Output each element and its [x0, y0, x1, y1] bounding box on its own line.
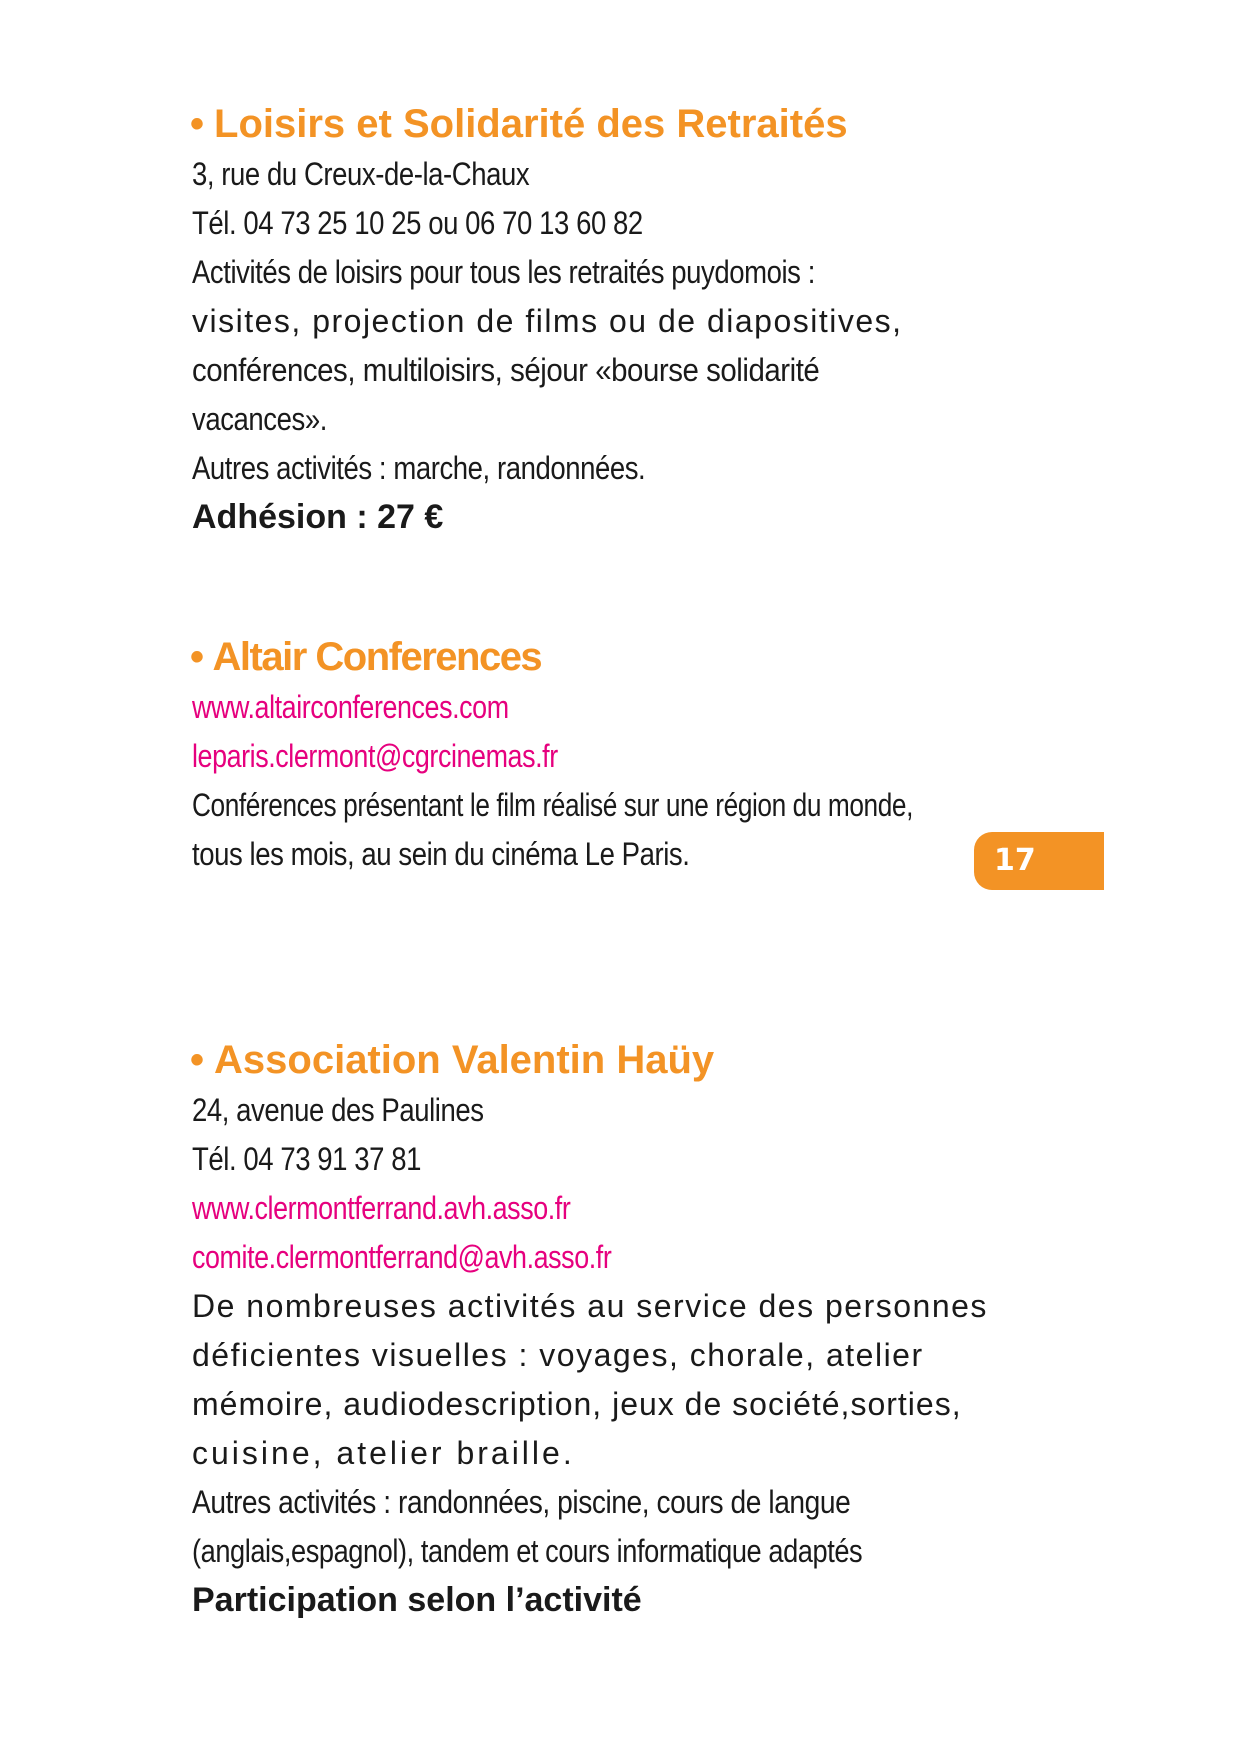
- entry-description-line: conférences, multiloisirs, séjour «bourse solidarité: [192, 352, 820, 388]
- entry-fee: Adhésion : 27 €: [192, 498, 444, 536]
- page-number-tab: 17: [974, 832, 1104, 890]
- entry-other-activities: Autres activités : randonnées, piscine, cours de langue: [192, 1484, 851, 1520]
- entry-phone: Tél. 04 73 91 37 81: [192, 1141, 421, 1177]
- entry-description-line: déficientes visuelles : voyages, chorale, atelier: [192, 1337, 924, 1373]
- entry-description-line: tous les mois, au sein du cinéma Le Paris.: [192, 836, 690, 872]
- entry-title: • Loisirs et Solidarité des Retraités: [190, 102, 848, 146]
- entry-title: • Altair Conferences: [190, 635, 542, 679]
- entry-loisirs-solidarite: [192, 100, 1072, 542]
- entry-valentin-hauy: [192, 1036, 1072, 1625]
- entry-email-link[interactable]: comite.clermontferrand@avh.asso.fr: [192, 1239, 612, 1275]
- entry-website-link[interactable]: www.clermontferrand.avh.asso.fr: [192, 1190, 571, 1226]
- entry-phone: Tél. 04 73 25 10 25 ou 06 70 13 60 82: [192, 205, 643, 241]
- entry-description-line: visites, projection de films ou de diapositives,: [192, 303, 903, 339]
- entry-fee: Participation selon l’activité: [192, 1581, 642, 1619]
- entry-other-activities: (anglais,espagnol), tandem et cours informatique adaptés: [192, 1533, 863, 1569]
- entry-description-line: vacances».: [192, 401, 327, 437]
- bullet-icon: •: [190, 1038, 205, 1082]
- bullet-icon: •: [190, 102, 205, 146]
- entry-description-line: De nombreuses activités au service des personnes: [192, 1288, 988, 1324]
- entry-description-line: cuisine, atelier braille.: [192, 1435, 575, 1471]
- entry-description-line: mémoire, audiodescription, jeux de société,sorties,: [192, 1386, 962, 1422]
- entry-title: • Association Valentin Haüy: [190, 1038, 715, 1082]
- entry-website-link[interactable]: www.altairconferences.com: [192, 689, 509, 725]
- entry-email-link[interactable]: leparis.clermont@cgrcinemas.fr: [192, 738, 558, 774]
- entry-address: 3, rue du Creux-de-la-Chaux: [192, 156, 530, 192]
- entry-description-line: Activités de loisirs pour tous les retraités puydomois :: [192, 254, 815, 290]
- entry-altair-conferences: [192, 633, 1072, 879]
- entry-address: 24, avenue des Paulines: [192, 1092, 484, 1128]
- entry-other-activities: Autres activités : marche, randonnées.: [192, 450, 646, 486]
- bullet-icon: •: [190, 635, 203, 679]
- entry-description-line: Conférences présentant le film réalisé sur une région du monde,: [192, 787, 913, 823]
